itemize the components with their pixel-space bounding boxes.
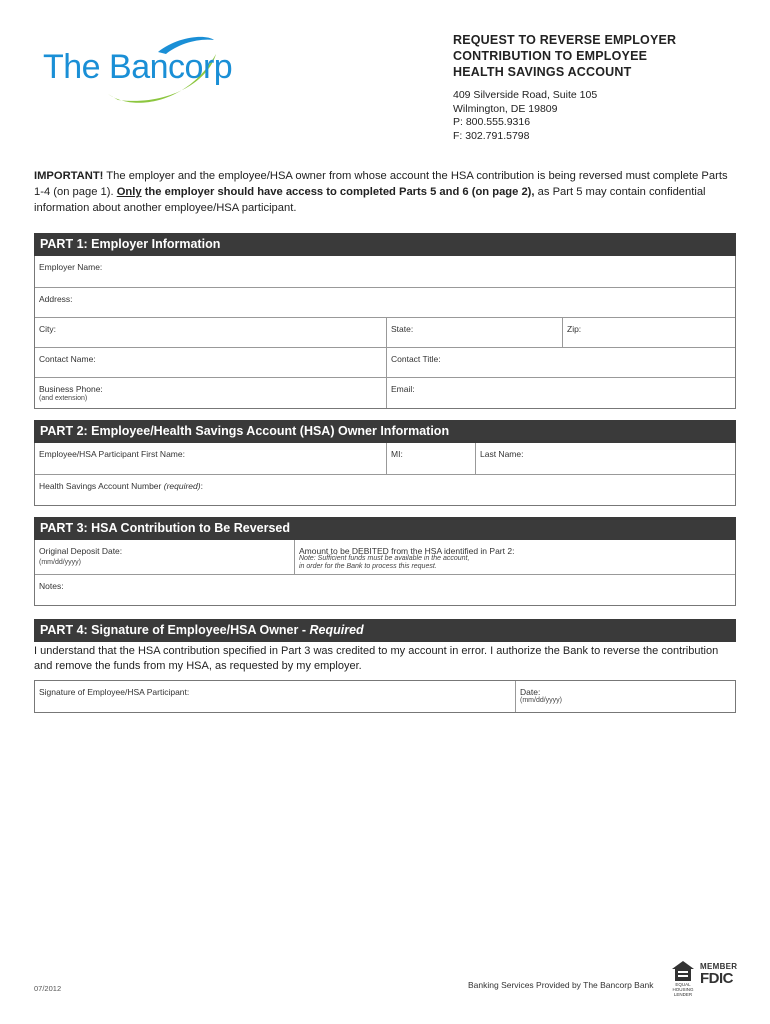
debit-amount-note-2: in order for the Bank to process this request. [299,563,437,570]
debit-amount-field[interactable] [294,540,735,574]
fdic-member-text: MEMBER [700,962,738,971]
banking-services-text: Banking Services Provided by The Bancorp Bank [468,980,654,990]
notes-field[interactable] [35,575,735,605]
signature-date-sublabel: (mm/dd/yyyy) [520,697,562,704]
participant-name-row [35,443,735,474]
title-line: REQUEST TO REVERSE EMPLOYER [453,33,677,47]
city-field[interactable] [35,318,386,347]
part4-title: PART 4: Signature of Employee/HSA Owner - [40,623,310,637]
account-number-label: Health Savings Account Number (required): [39,481,203,491]
business-phone-label: Business Phone: [39,384,103,394]
notes-label: Notes: [39,581,64,591]
part1-header: PART 1: Employer Information [34,233,736,256]
state-label: State: [391,324,414,334]
notes-row [35,574,735,605]
state-field[interactable] [386,318,562,347]
signature-date-field[interactable] [515,681,735,712]
debit-amount-note: Note: Sufficient funds must be available in the account, [299,555,470,562]
important-only: Only [116,186,142,198]
fdic-name: FDIC [700,970,733,987]
bancorp-logo [38,34,248,109]
city-label: City: [39,324,56,334]
debit-amount-label: Amount to be DEBITED from the HSA identified in Part 2: [299,546,515,556]
contact-title-label: Contact Title: [391,354,441,364]
contact-title-field[interactable] [386,348,735,377]
contact-name-label: Contact Name: [39,354,96,364]
business-phone-sublabel: (and extension) [39,395,88,402]
address-line: 409 Silverside Road, Suite 105 [453,89,598,101]
phone-line: P: 800.555.9316 [453,116,531,128]
fax-line: F: 302.791.5798 [453,129,530,142]
authorization-statement: I understand that the HSA contribution specified in Part 3 was credited to my account in error. I authorize the Bank to reverse the contribution and remove the funds from my HSA, as requested by my employer. [34,645,719,672]
zip-label: Zip: [567,324,582,334]
signature-field[interactable] [35,681,515,712]
document-title [453,32,676,80]
signature-label: Signature of Employee/HSA Participant: [39,687,190,697]
zip-field[interactable] [562,318,735,347]
address-label: Address: [39,294,73,304]
email-field[interactable] [386,378,735,408]
important-text-end: as Part 5 may contain confidential information about another employee/HSA participant. [34,186,706,214]
form-revision-date: 07/2012 [34,984,62,993]
address-line: Wilmington, DE 19809 [453,102,558,115]
deposit-date-field[interactable] [35,540,294,574]
contact-name-field[interactable] [35,348,386,377]
important-lead: IMPORTANT! [34,170,104,182]
part2-header: PART 2: Employee/Health Savings Account (HSA) Owner Information [34,420,736,443]
part4-box [34,680,736,713]
address-row [35,287,735,317]
first-name-label: Employee/HSA Participant First Name: [39,449,185,459]
city-row [35,317,735,347]
address-field[interactable] [35,288,735,317]
email-label: Email: [391,384,415,394]
last-name-label: Last Name: [480,449,524,459]
deposit-date-label: Original Deposit Date: [39,546,123,556]
business-phone-field[interactable] [35,378,386,408]
title-line: CONTRIBUTION TO EMPLOYEE [453,49,648,63]
part3-box [34,540,736,606]
important-text: The employer and the employee/HSA owner from whose account the HSA contribution is being reversed must complete Parts 1-4 (on page 1). [34,170,728,198]
employer-name-label: Employer Name: [39,262,103,272]
fdic-logo [700,962,737,986]
account-number-field[interactable] [35,475,735,505]
part3-header: PART 3: HSA Contribution to Be Reversed [34,517,736,540]
contact-row [35,347,735,377]
important-bold-text: the employer should have access to completed Parts 5 and 6 (on page 2), [141,186,535,198]
employer-name-row [35,256,735,287]
last-name-field[interactable] [475,443,735,474]
title-line: HEALTH SAVINGS ACCOUNT [453,65,632,79]
ehl-label: EQUAL HOUSING LENDER [672,982,694,997]
account-number-row [35,474,735,505]
deposit-date-sublabel: (mm/dd/yyyy) [39,559,81,566]
mi-label: MI: [391,449,403,459]
bank-address [453,89,597,143]
part1-box [34,256,736,409]
part2-box [34,443,736,506]
employer-name-field[interactable] [35,256,735,287]
mi-field[interactable] [386,443,475,474]
signature-date-label: Date: [520,687,541,697]
deposit-row [35,540,735,574]
phone-email-row [35,377,735,408]
equal-housing-lender-icon [670,960,696,997]
logo-text: The Bancorp [43,48,233,86]
part4-header [34,619,736,642]
part4-required: Required [309,623,364,637]
signature-row [35,681,735,712]
first-name-field[interactable] [35,443,386,474]
important-notice [34,168,734,216]
